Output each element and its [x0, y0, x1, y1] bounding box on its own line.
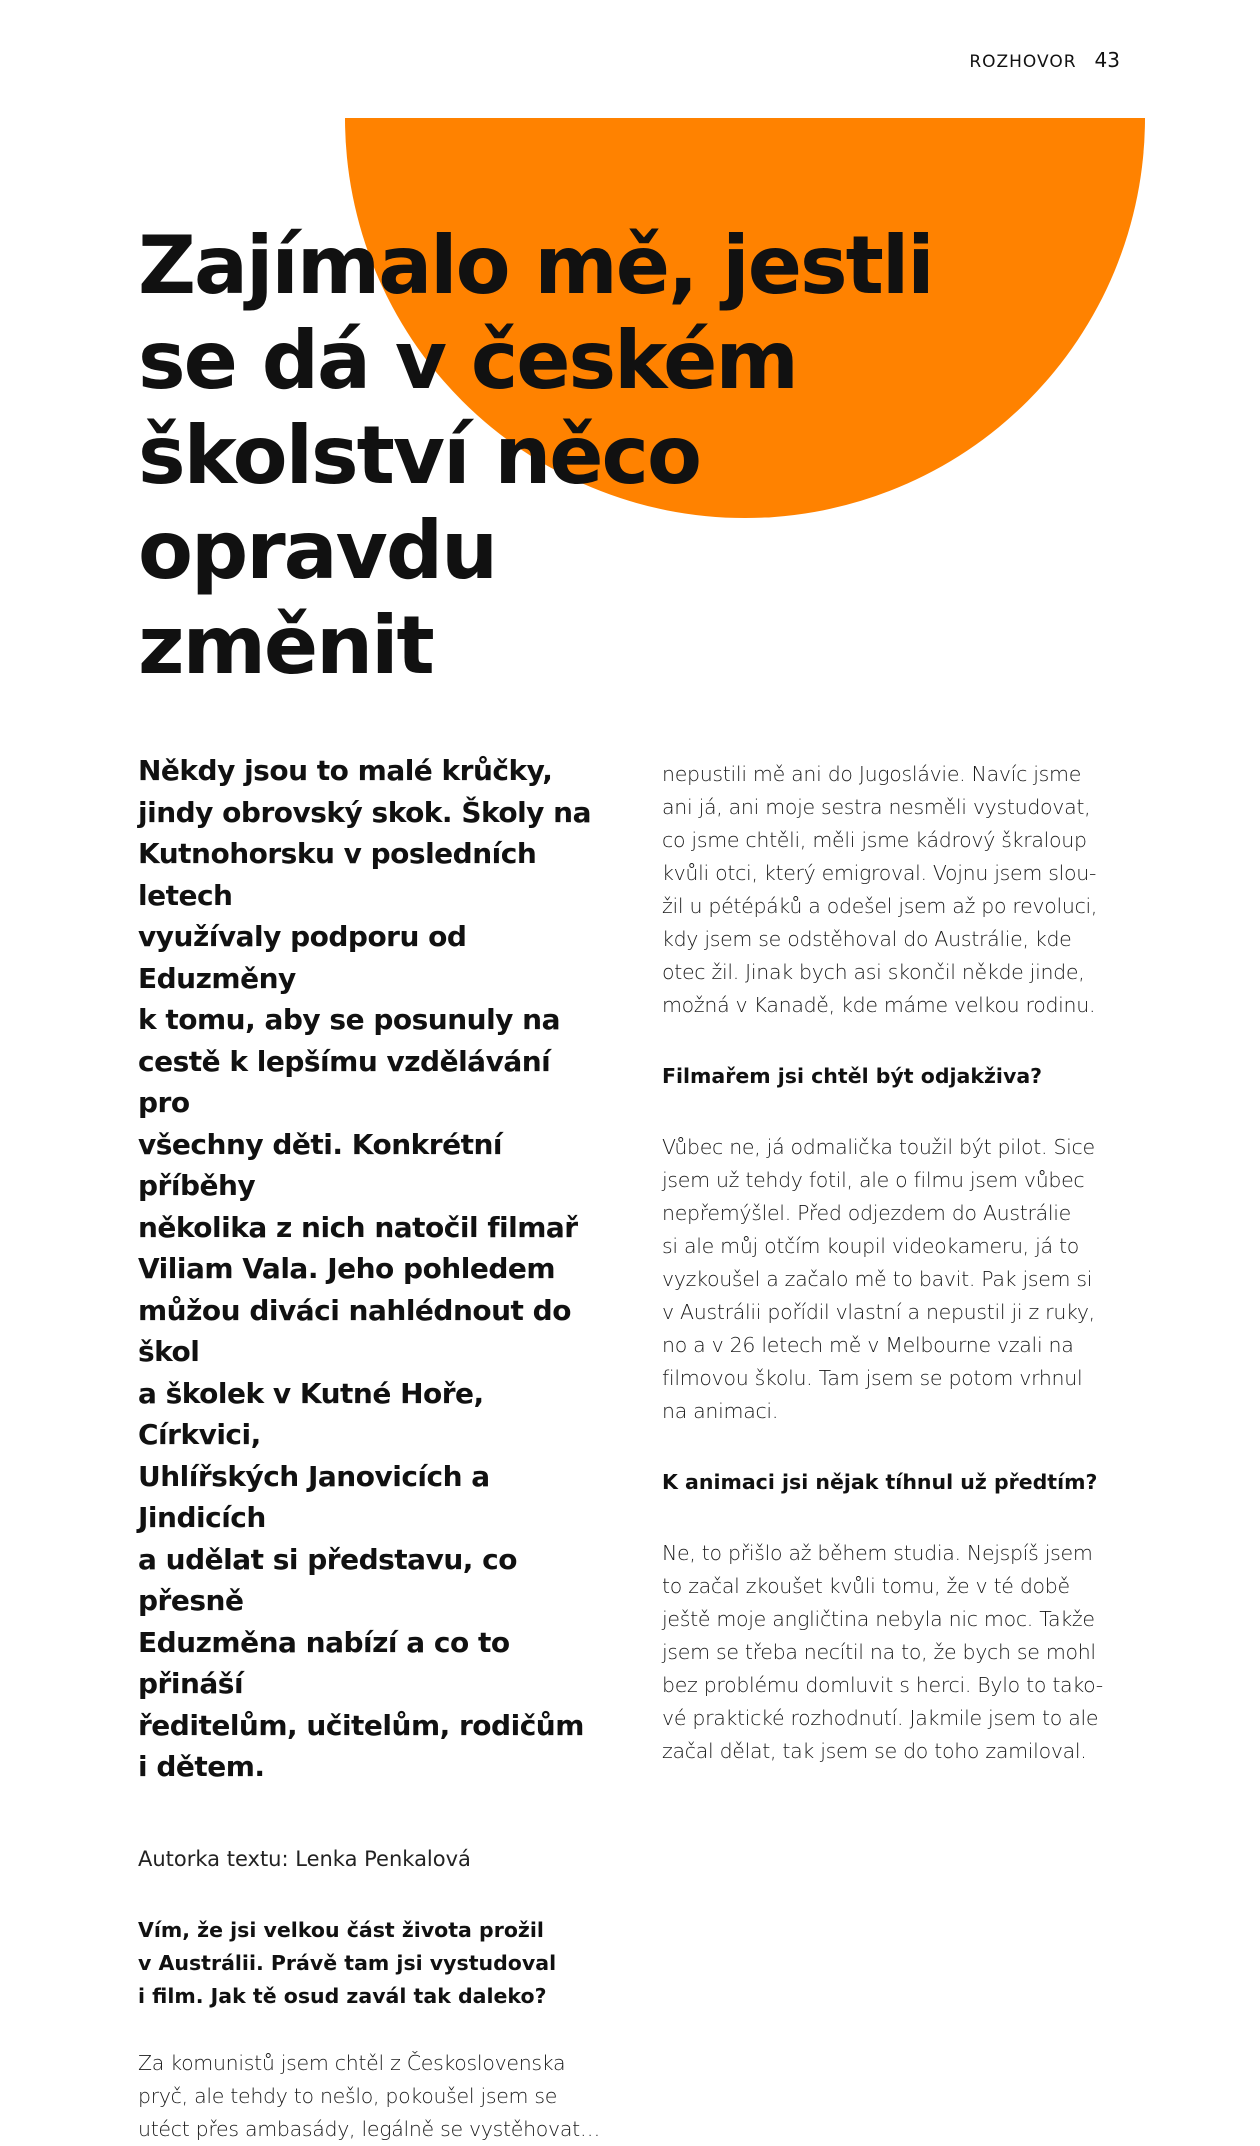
lead-line: ředitelům, učitelům, rodičům — [138, 1708, 584, 1742]
interview-answer — [662, 1537, 1132, 1768]
lead-line: Kutnohorsku v posledních letech — [138, 837, 537, 912]
lead-line: můžou diváci nahlédnout do škol — [138, 1293, 571, 1368]
lead-line: Viliam Vala. Jeho pohledem — [138, 1252, 556, 1285]
article-headline — [138, 218, 1038, 693]
answer-line: to začal zkoušet kvůli tomu, že v té době — [662, 1574, 1070, 1598]
answer-line: kdy jsem se odstěhoval do Austrálie, kde — [662, 927, 1072, 951]
section-label: ROZHOVOR — [969, 52, 1077, 72]
question-line: v Austrálii. Právě tam jsi vystudoval — [138, 1950, 557, 1975]
lead-line: několika z nich natočil filmař — [138, 1210, 578, 1244]
lead-line: Eduzměna nabízí a co to přináší — [138, 1625, 510, 1700]
answer-line: žil u pétépáků a odešel jsem až po revoluci, — [662, 894, 1098, 918]
answer-line: vé praktické rozhodnutí. Jakmile jsem to ale — [662, 1706, 1099, 1730]
lead-line: i dětem. — [138, 1750, 265, 1783]
answer-line: v Austrálii pořídil vlastní a nepustil ji z ruky, — [662, 1300, 1095, 1324]
answer-line: na animaci. — [662, 1399, 779, 1423]
answer-line: možná v Kanadě, kde máme velkou rodinu. — [662, 993, 1096, 1017]
interview-question: K animaci jsi nějak tíhnul už předtím? — [662, 1470, 1098, 1494]
interview-answer-continuation — [662, 758, 1132, 1022]
answer-line: bez problému domluvit s herci. Bylo to tako- — [662, 1673, 1103, 1697]
lead-paragraph — [138, 750, 608, 1788]
interview-answer — [138, 2047, 608, 2146]
lead-line: jindy obrovský skok. Školy na — [138, 795, 592, 829]
answer-line: jsem už tehdy fotil, ale o filmu jsem vůbec — [662, 1168, 1085, 1192]
answer-line: otec žil. Jinak bych asi skončil někde jinde, — [662, 960, 1085, 984]
lead-line: Někdy jsou to malé krůčky, — [138, 754, 553, 787]
answer-line: si ale můj otčím koupil videokameru, já to — [662, 1234, 1079, 1258]
answer-line: Vůbec ne, já odmalička toužil být pilot. Sice — [662, 1135, 1095, 1159]
lead-line: a školek v Kutné Hoře, Církvici, — [138, 1376, 484, 1451]
answer-line: začal dělat, tak jsem se do toho zamiloval. — [662, 1739, 1087, 1763]
answer-line: nepustili mě ani do Jugoslávie. Navíc jsme — [662, 762, 1082, 786]
answer-line: utéct přes ambasády, legálně se vystěhovat… — [138, 2116, 601, 2141]
headline-line: Zajímalo mě, jestli — [138, 219, 933, 312]
answer-line: no a v 26 letech mě v Melbourne vzali na — [662, 1333, 1074, 1357]
lead-line: k tomu, aby se posunuly na — [138, 1003, 560, 1036]
author-byline: Autorka textu: Lenka Penkalová — [138, 1846, 471, 1871]
headline-line: školství něco opravdu — [138, 409, 700, 597]
answer-line: ani já, ani moje sestra nesměli vystudovat, — [662, 795, 1091, 819]
question-line: Vím, že jsi velkou část života prožil — [138, 1917, 544, 1942]
question-line: i film. Jak tě osud zavál tak daleko? — [138, 1983, 547, 2008]
running-header — [969, 48, 1120, 72]
answer-line: ještě moje angličtina nebyla nic moc. Takže — [662, 1607, 1095, 1631]
lead-line: cestě k lepšímu vzdělávání pro — [138, 1044, 551, 1119]
answer-line: jsem se třeba necítil na to, že bych se mohl — [662, 1640, 1096, 1664]
lead-line: Uhlířských Janovicích a Jindicích — [138, 1459, 490, 1534]
lead-line: všechny děti. Konkrétní příběhy — [138, 1127, 502, 1202]
answer-line: vyzkoušel a začalo mě to bavit. Pak jsem si — [662, 1267, 1093, 1291]
answer-line: pryč, ale tehdy to nešlo, pokoušel jsem se — [138, 2083, 558, 2108]
page-number: 43 — [1094, 48, 1120, 72]
answer-line: Za komunistů jsem chtěl z Československa — [138, 2050, 566, 2075]
left-column — [138, 750, 608, 2146]
interview-question — [138, 1914, 608, 2013]
headline-line: se dá v českém — [138, 314, 797, 407]
interview-answer — [662, 1131, 1132, 1428]
answer-line: co jsme chtěli, měli jsme kádrový škraloup — [662, 828, 1087, 852]
answer-line: Ne, to přišlo až během studia. Nejspíš jsem — [662, 1541, 1093, 1565]
answer-line: kvůli otci, který emigroval. Vojnu jsem slou- — [662, 861, 1097, 885]
lead-line: a udělat si představu, co přesně — [138, 1542, 517, 1617]
interview-question: Filmařem jsi chtěl být odjakživa? — [662, 1064, 1043, 1088]
headline-line: změnit — [138, 599, 433, 692]
right-column — [662, 750, 1132, 1768]
answer-line: filmovou školu. Tam jsem se potom vrhnul — [662, 1366, 1083, 1390]
answer-line: nepřemýšlel. Před odjezdem do Austrálie — [662, 1201, 1071, 1225]
lead-line: využívaly podporu od Eduzměny — [138, 920, 467, 995]
